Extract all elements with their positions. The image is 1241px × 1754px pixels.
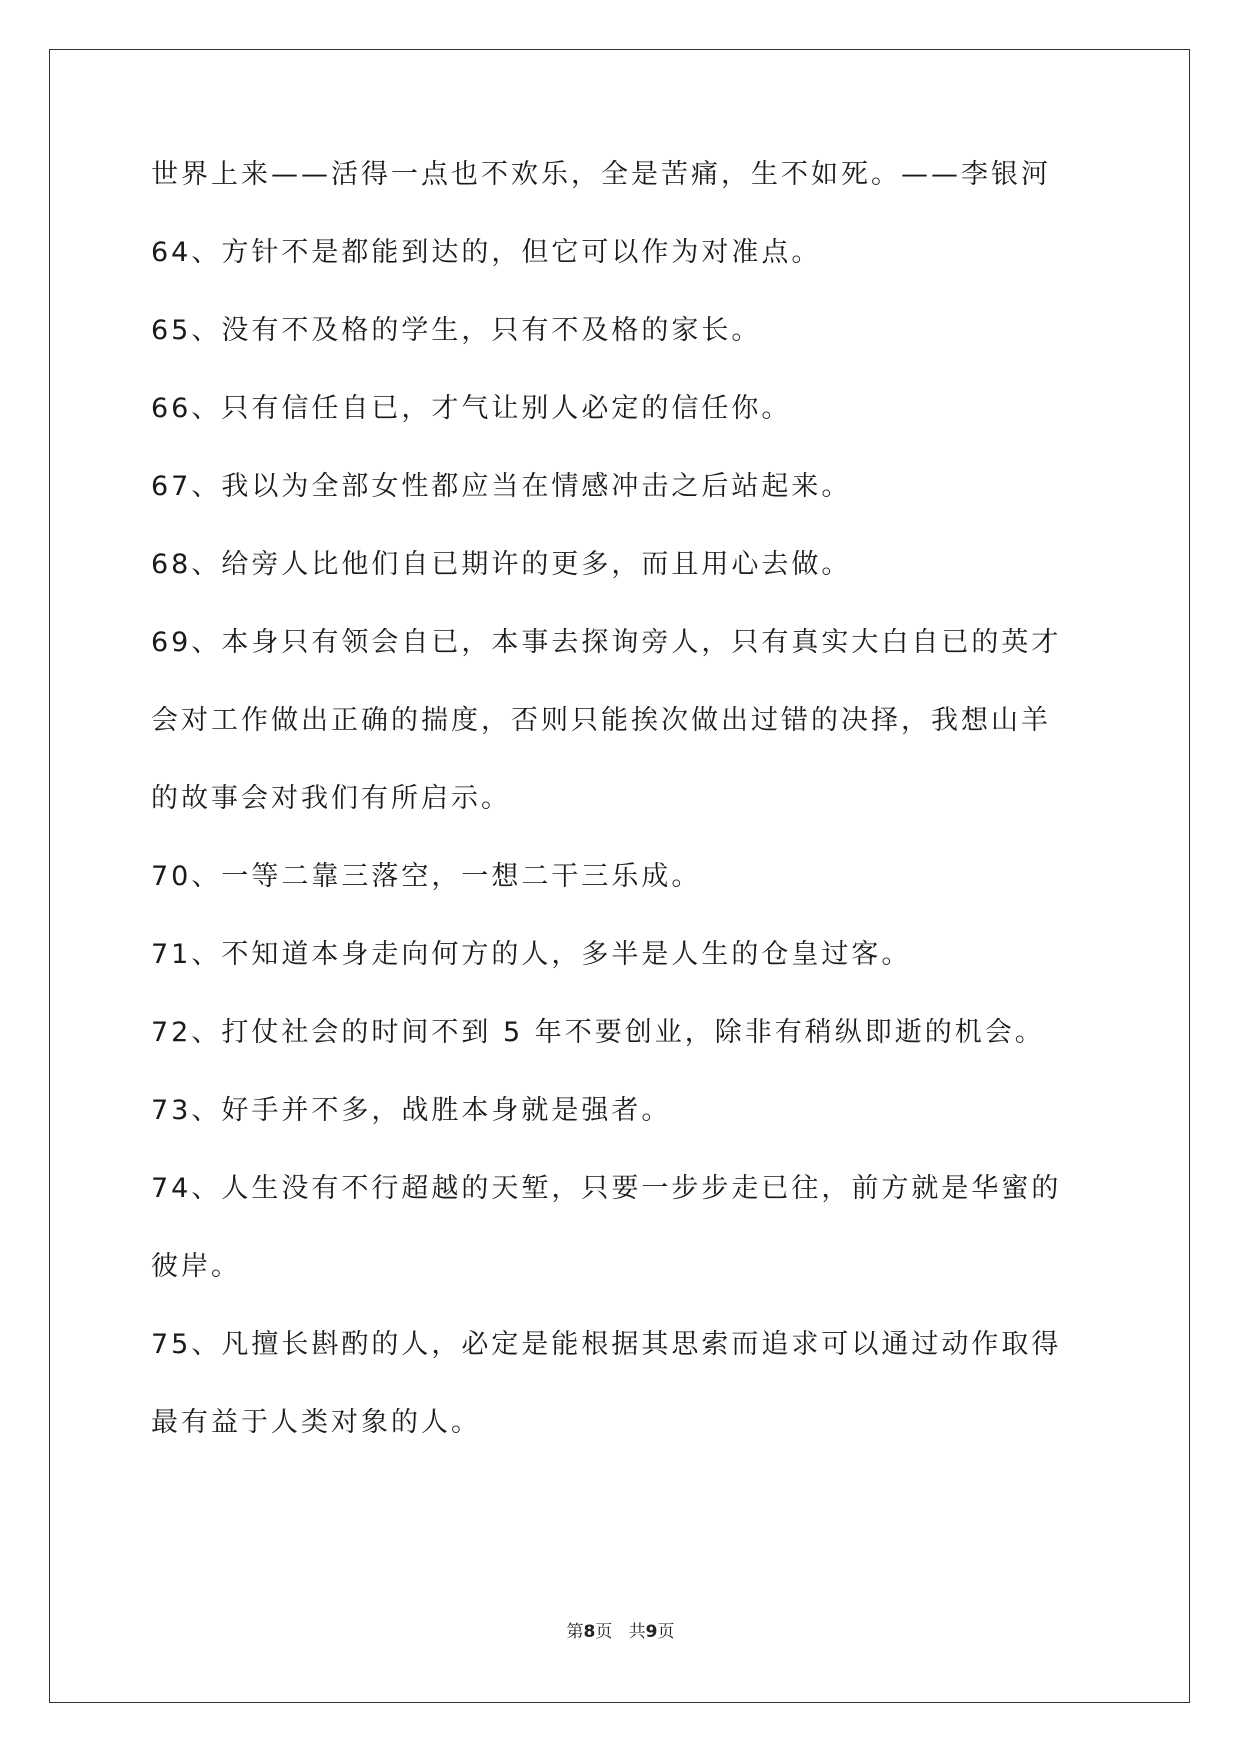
text-line: 75、凡擅长斟酌的人，必定是能根据其思索而追求可以通过动作取得 bbox=[151, 1329, 1062, 1360]
total-pages-number: 9 bbox=[645, 1622, 658, 1642]
text-line: 66、只有信任自已，才气让别人必定的信任你。 bbox=[151, 393, 792, 424]
text-line: 的故事会对我们有所启示。 bbox=[151, 783, 511, 814]
text-line: 彼岸。 bbox=[151, 1251, 241, 1282]
text-line: 世界上来——活得一点也不欢乐，全是苦痛，生不如死。——李银河 bbox=[151, 159, 1051, 190]
text-line: 最有益于人类对象的人。 bbox=[151, 1407, 481, 1438]
footer-middle: 页 共 bbox=[595, 1622, 646, 1642]
text-line: 71、不知道本身走向何方的人，多半是人生的仓皇过客。 bbox=[151, 939, 912, 970]
text-line: 会对工作做出正确的揣度，否则只能挨次做出过错的决择，我想山羊 bbox=[151, 705, 1051, 736]
text-line: 65、没有不及格的学生，只有不及格的家长。 bbox=[151, 315, 762, 346]
text-line: 74、人生没有不行超越的天堑，只要一步步走已往，前方就是华蜜的 bbox=[151, 1173, 1062, 1204]
footer-suffix: 页 bbox=[657, 1622, 675, 1642]
text-line: 68、给旁人比他们自已期许的更多，而且用心去做。 bbox=[151, 549, 852, 580]
document-body bbox=[151, 160, 1086, 1486]
current-page-number: 8 bbox=[583, 1622, 596, 1642]
text-line: 64、方针不是都能到达的，但它可以作为对准点。 bbox=[151, 237, 822, 268]
text-line: 70、一等二靠三落空，一想二干三乐成。 bbox=[151, 861, 702, 892]
page-footer bbox=[0, 1622, 1241, 1642]
text-line: 73、好手并不多，战胜本身就是强者。 bbox=[151, 1095, 672, 1126]
text-line: 69、本身只有领会自已，本事去探询旁人，只有真实大白自已的英才 bbox=[151, 627, 1062, 658]
text-line: 72、打仗社会的时间不到 5 年不要创业，除非有稍纵即逝的机会。 bbox=[151, 1017, 1045, 1048]
text-line: 67、我以为全部女性都应当在情感冲击之后站起来。 bbox=[151, 471, 852, 502]
footer-prefix: 第 bbox=[566, 1622, 584, 1642]
